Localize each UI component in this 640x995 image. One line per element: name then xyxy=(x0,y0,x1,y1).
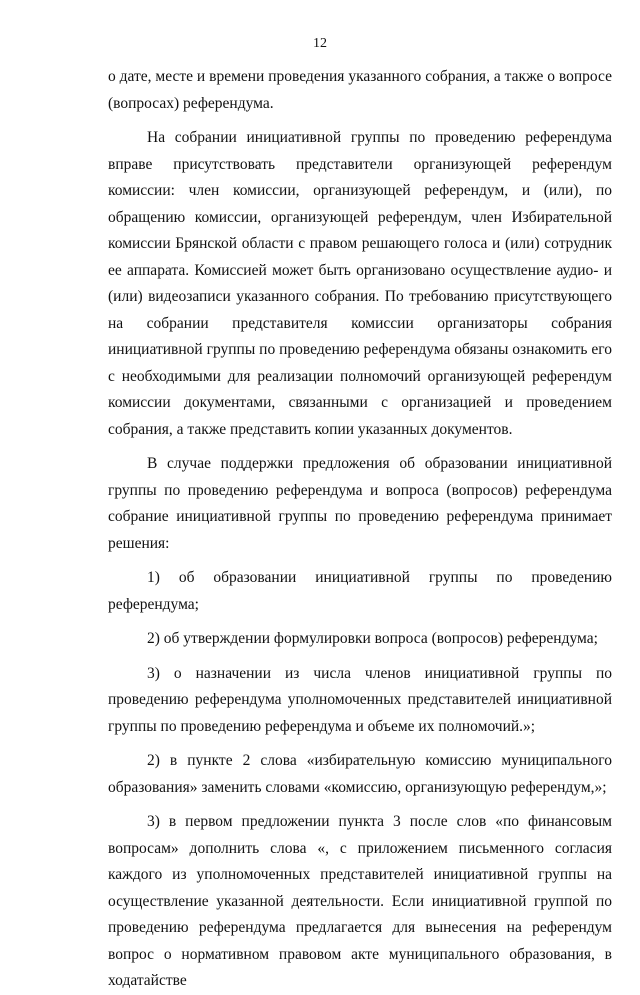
page-number: 12 xyxy=(313,36,327,51)
amendment-item-2: 2) в пункте 2 слова «избирательную комиссию муниципального образования» заменить словами «комиссию, организующую референдум,»; xyxy=(108,752,612,796)
document-body xyxy=(108,64,612,995)
paragraph-support-decisions: В случае поддержки предложения об образовании инициативной группы по проведению референдума и вопроса (вопросов) референдума собрание инициативной группы по проведению референдума принимает решения: xyxy=(108,455,612,552)
paragraph-continuation: о дате, месте и времени проведения указанного собрания, а также о вопросе (вопросах) референдума. xyxy=(108,68,612,112)
list-item-decision-1: 1) об образовании инициативной группы по проведению референдума; xyxy=(108,569,612,613)
amendment-item-3: 3) в первом предложении пункта 3 после слов «по финансовым вопросам» дополнить слова «, с приложением письменного согласия каждого из уполномоченных представителей инициативной группы на осуществление указанной деятельности. Если инициативной группой по проведению референдума предлагается для вынесения на референдум вопрос о нормативном правовом акте муниципального образования, в ходатайстве xyxy=(108,813,612,989)
paragraph-meeting-attendance: На собрании инициативной группы по проведению референдума вправе присутствовать представители организующей референдум комиссии: член комиссии, организующей референдум, и (или), по обращению комиссии, организующей референдум, член Избирательной комиссии Брянской области с правом решающего голоса и (или) сотрудник ее аппарата. Комиссией может быть организовано осуществление аудио- и (или) видеозаписи указанного собрания. По требованию присутствующего на собрании представителя комиссии организаторы собрания инициативной группы по проведению референдума обязаны ознакомить его с необходимыми для реализации полномочий организующей референдум комиссии документами, связанными с организацией и проведением собрания, а также представить копии указанных документов. xyxy=(108,129,612,438)
list-item-decision-3: 3) о назначении из числа членов инициативной группы по проведению референдума уполномоченных представителей инициативной группы по проведению референдума и объеме их полномочий.»; xyxy=(108,664,612,735)
list-item-decision-2: 2) об утверждении формулировки вопроса (вопросов) референдума; xyxy=(147,630,598,647)
